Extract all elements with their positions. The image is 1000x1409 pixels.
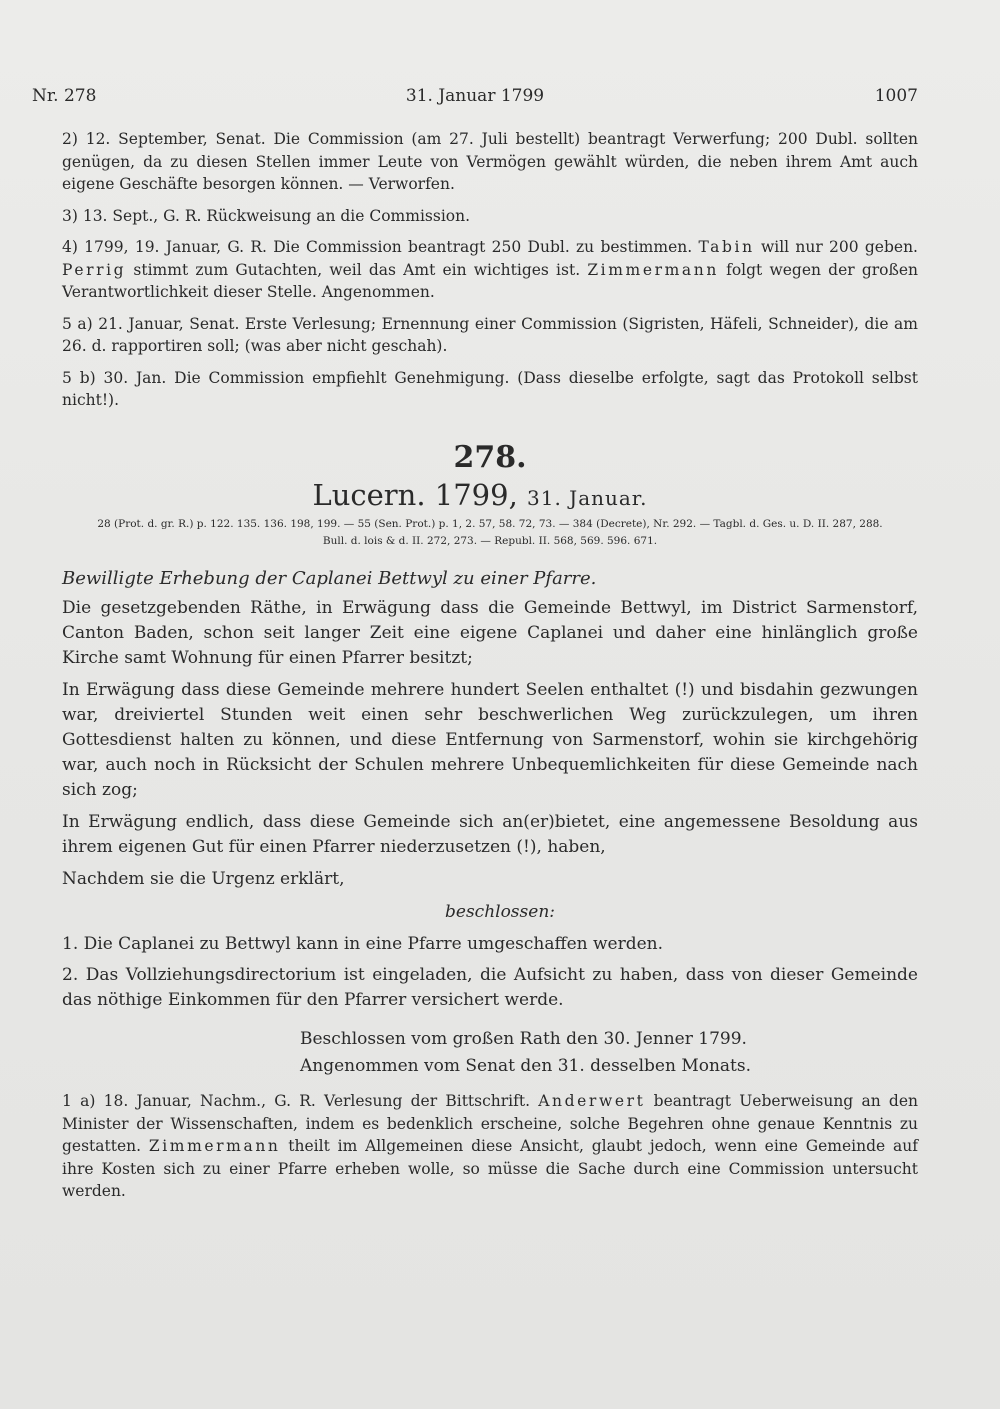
preceding-notes <box>62 128 918 421</box>
note-text: folgt wegen der großen Verantwortlichkeit dieser Stelle. Angenommen. <box>62 260 919 301</box>
header-document-number: Nr. 278 <box>32 86 97 106</box>
note-text: will nur 200 geben. <box>760 238 918 256</box>
source-line: 28 (Prot. d. gr. R.) p. 122. 135. 136. 198, 199. — 55 (Sen. Prot.) p. 1, 2. 57, 58. 72, 73. — 384 (Decrete), Nr. 292. — Tagbl. d. Ges. u. D. II. 287, 288. <box>97 518 883 530</box>
resolved-heading: beschlossen: <box>445 902 555 922</box>
note-text: beantragt Ueberweisung an den Minister der Wissenschaften, indem es bedenklich erscheine, solche Begehren ohne genaue Kenntnis zu gestatten. <box>62 1092 918 1155</box>
document-subject: Bewilligte Erhebung der Caplanei Bettwyl zu einer Pfarre. <box>62 568 597 589</box>
note-text: stimmt zum Gutachten, weil das Amt ein wichtiges ist. <box>133 260 581 279</box>
closing-line: Angenommen vom Senat den 31. desselben Monats. <box>300 1056 751 1076</box>
note-paragraph <box>62 236 918 304</box>
closing-line: Beschlossen vom großen Rath den 30. Jenner 1799. <box>300 1029 747 1049</box>
note-paragraph: 5 b) 30. Jan. Die Commission empfiehlt Genehmigung. (Dass dieselbe erfolgte, sagt das Protokoll selbst nicht!). <box>62 368 918 409</box>
document-date: 31. Januar. <box>527 486 648 510</box>
spaced-name: Tabin <box>698 238 755 256</box>
closing-formula <box>0 1026 1000 1080</box>
note-paragraph: 3) 13. Sept., G. R. Rückweisung an die Commission. <box>62 206 471 225</box>
header-date: 31. Januar 1799 <box>405 86 545 106</box>
body-paragraph: In Erwägung endlich, dass diese Gemeinde sich an(er)bietet, eine angemessene Besoldung aus ihrem eigenen Gut für einen Pfarrer niederzusetzen (!), haben, <box>62 812 918 857</box>
page-header <box>32 86 918 110</box>
document-place-year: Lucern. 1799, <box>312 478 518 512</box>
document-number: 278. <box>453 440 527 475</box>
note-text: 4) 1799, 19. Januar, G. R. Die Commission beantragt 250 Dubl. zu bestimmen. <box>62 238 693 256</box>
decree-items <box>62 932 918 1019</box>
body-paragraph: In Erwägung dass diese Gemeinde mehrere hundert Seelen enthaltet (!) und bisdahin gezwungen war, dreiviertel Stunden weit einen sehr beschwerlichen Weg zurückzulegen, um ihren Gottesdienst halten zu können, und diese Entfernung von Sarmenstorf, wohin sie kirchgehörig war, auch noch in Rücksicht der Schulen mehrere Unbequemlichkeiten für diese Gemeinde nach sich zog; <box>62 680 918 800</box>
spaced-name: Anderwert <box>538 1092 646 1110</box>
decree-body <box>62 596 918 899</box>
body-paragraph: Nachdem sie die Urgenz erklärt, <box>62 869 345 889</box>
note-paragraph: 5 a) 21. Januar, Senat. Erste Verlesung; Ernennung einer Commission (Sigristen, Häfeli, Schneider), die am 26. d. rapportiren soll; (was aber nicht geschah). <box>62 314 918 355</box>
spaced-name: Zimmermann <box>148 1137 281 1155</box>
spaced-name: Perrig <box>62 260 127 279</box>
source-line: Bull. d. lois & d. II. 272, 273. — Republ. II. 568, 569. 596. 671. <box>322 535 658 547</box>
note-paragraph: 2) 12. September, Senat. Die Commission (am 27. Juli bestellt) beantragt Verwerfung; 200 Dubl. sollten genügen, da zu diesen Stellen immer Leute von Vermögen gewählt würden, die neben ihrem Amt auch eigene Geschäfte besorgen können. — Verworfen. <box>62 130 918 193</box>
decree-item: 1. Die Caplanei zu Bettwyl kann in eine Pfarre umgeschaffen werden. <box>62 934 664 954</box>
source-references <box>60 516 920 550</box>
footnote-paragraph <box>62 1090 918 1203</box>
spaced-name: Zimmermann <box>587 260 719 279</box>
note-text: theilt im Allgemeinen diese Ansicht, glaubt jedoch, wenn eine Gemeinde auf ihre Kosten sich zu einer Pfarre erheben wolle, so müsse die Sache durch eine Commission untersucht werden. <box>62 1137 918 1200</box>
footnotes <box>62 1090 918 1203</box>
header-page-number: 1007 <box>874 86 918 106</box>
decree-item: 2. Das Vollziehungsdirectorium ist eingeladen, die Aufsicht zu haben, dass von dieser Gemeinde das nöthige Einkommen für den Pfarrer versichert werde. <box>62 965 918 1010</box>
note-text: 1 a) 18. Januar, Nachm., G. R. Verlesung der Bittschrift. <box>62 1092 531 1110</box>
body-paragraph: Die gesetzgebenden Räthe, in Erwägung dass die Gemeinde Bettwyl, im District Sarmenstorf, Canton Baden, schon seit langer Zeit eine eigene Caplanei und daher eine hinlänglich große Kirche samt Wohnung für einen Pfarrer besitzt; <box>62 598 918 668</box>
document-heading <box>0 478 960 512</box>
